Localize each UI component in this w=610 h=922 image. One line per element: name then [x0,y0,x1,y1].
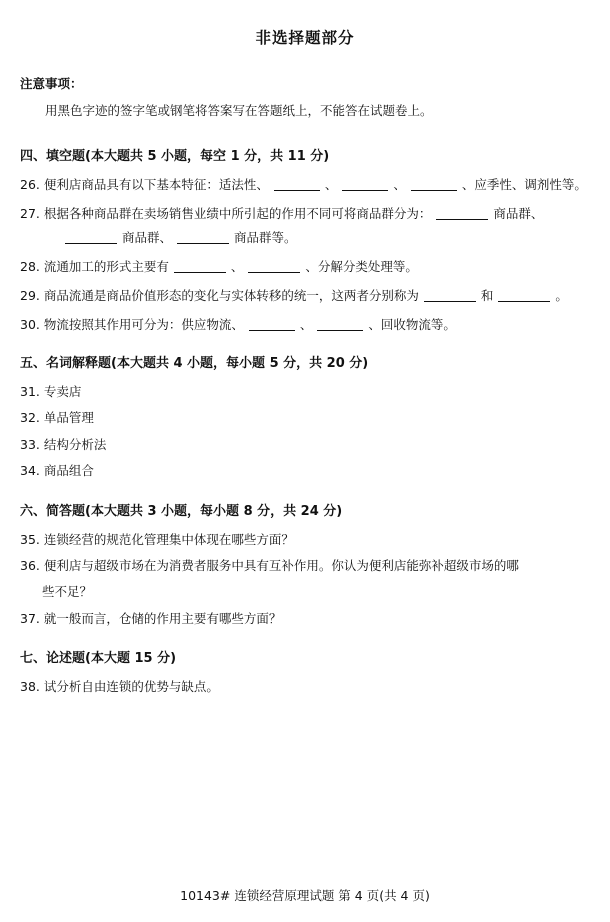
question-26-text-4: 、应季性、调剂性等。 [461,177,587,193]
section-heading-short-answer: 六、简答题(本大题共 3 小题，每小题 8 分，共 24 分) [20,503,343,519]
question-29-text-1: 商品流通是商品价值形态的变化与实体转移的统一，这两者分别称为 [43,287,419,303]
answer-blank[interactable] [249,318,295,331]
answer-blank[interactable] [411,178,457,191]
answer-blank[interactable] [248,260,300,273]
answer-blank[interactable] [65,231,117,244]
question-30 [20,313,592,336]
answer-blank[interactable] [498,289,550,302]
question-33: 33. 结构分析法 [20,436,107,452]
question-30-text-3: 、回收物流等。 [368,316,456,332]
page-footer: 10143# 连锁经营原理试题 第 4 页(共 4 页) [180,888,430,903]
question-26-text-2: 、 [324,177,338,193]
question-27 [20,202,592,248]
section-heading-fill-blank: 四、填空题(本大题共 5 小题，每空 1 分，共 11 分) [20,149,330,165]
question-29-text-2: 和 [480,287,494,303]
question-36-continued: 些不足？ [42,584,93,600]
question-28-text-1: 流通加工的形式主要有 [43,258,169,274]
answer-blank[interactable] [436,208,488,221]
question-29-text-3: 。 [555,287,568,303]
question-32: 32. 单品管理 [20,410,94,426]
question-28-text-2: 、 [230,258,244,274]
question-35: 35. 连锁经营的规范化管理集中体现在哪些方面？ [20,531,294,547]
question-26-number: 26. [20,177,40,193]
answer-blank[interactable] [317,318,363,331]
question-28 [20,255,592,278]
question-37: 37. 就一般而言，仓储的作用主要有哪些方面？ [20,610,282,626]
question-38: 38. 试分析自由连锁的优势与缺点。 [20,679,219,694]
question-36: 36. 便利店与超级市场在为消费者服务中具有互补作用。你认为便利店能弥补超级市场的哪 [20,557,519,573]
notice-heading: 注意事项： [20,76,83,91]
question-29 [20,284,592,307]
section-heading-essay: 七、论述题(本大题 15 分) [20,651,177,666]
answer-blank[interactable] [274,178,320,191]
section-heading-term-explanation: 五、名词解释题(本大题共 4 小题，每小题 5 分，共 20 分) [20,356,369,371]
question-27-line-2 [42,226,592,249]
question-30-text-2: 、 [299,316,313,332]
question-30-number: 30. [20,316,40,332]
question-26 [20,173,592,196]
question-28-text-3: 、分解分类处理等。 [305,258,418,274]
answer-blank[interactable] [177,231,229,244]
question-28-number: 28. [20,258,40,274]
question-34: 34. 商品组合 [20,463,94,479]
question-27-text-4: 商品群等。 [233,229,297,245]
question-26-text-1: 便利店商品具有以下基本特征：适法性、 [43,177,269,193]
notice-body: 用黑色字迹的签字笔或钢笔将答案写在答题纸上，不能答在试题卷上。 [45,103,433,118]
question-31: 31. 专卖店 [20,384,82,399]
page-title: 非选择题部分 [255,29,355,47]
question-30-text-1: 物流按照其作用可分为：供应物流、 [43,316,244,332]
question-27-text-2: 商品群、 [493,206,544,222]
question-29-number: 29. [20,287,40,303]
question-27-number: 27. [20,206,40,222]
question-26-text-3: 、 [393,177,406,193]
question-27-text-3: 商品群、 [121,229,172,245]
answer-blank[interactable] [174,260,226,273]
answer-blank[interactable] [424,289,476,302]
answer-blank[interactable] [342,178,388,191]
question-27-text-1: 根据各种商品群在卖场销售业绩中所引起的作用不同可将商品群分为： [43,206,432,222]
